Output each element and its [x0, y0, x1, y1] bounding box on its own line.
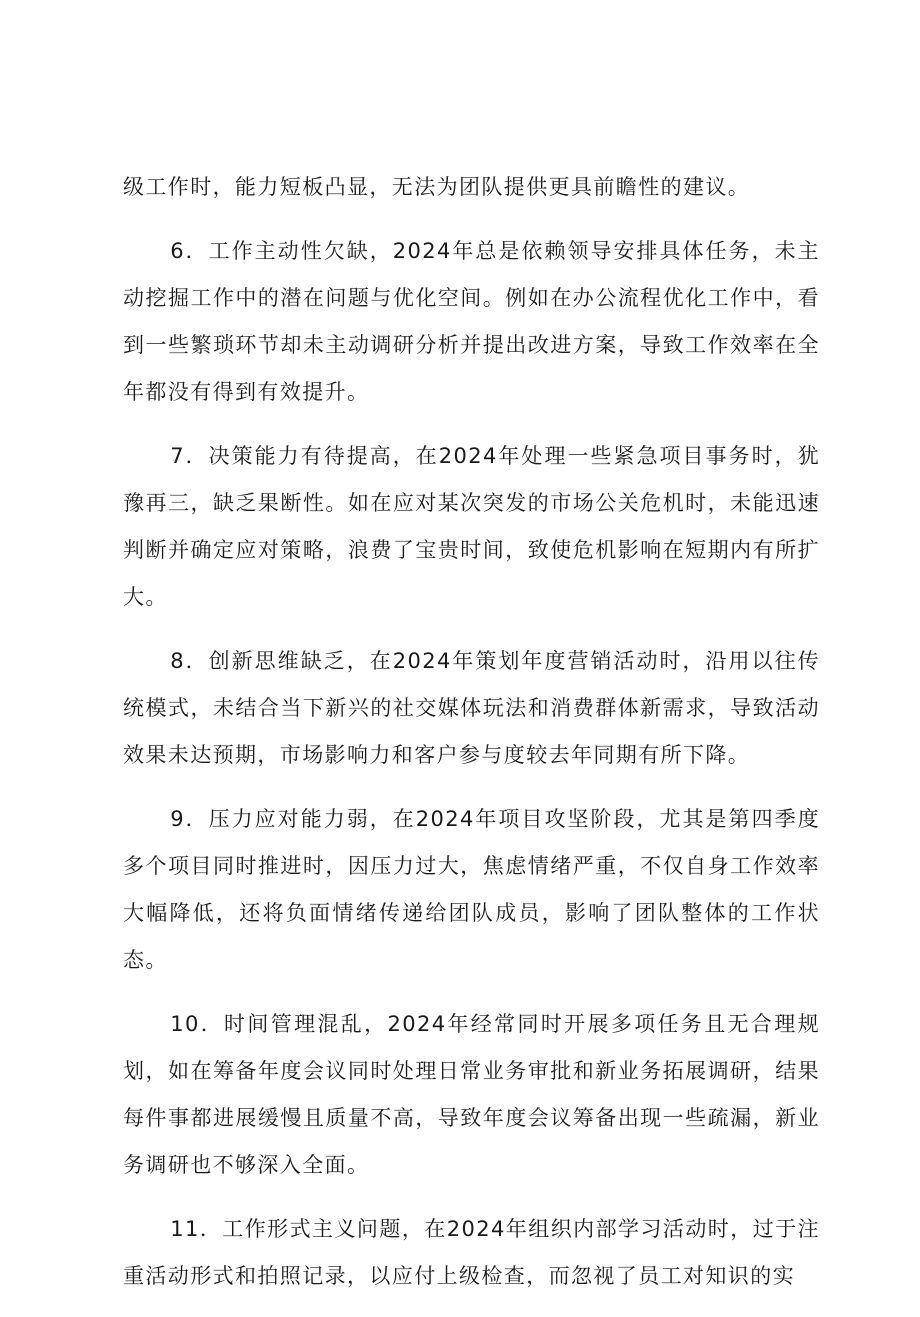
paragraph-item-8: 8．创新思维缺乏，在2024年策划年度营销活动时，沿用以往传统模式，未结合当下新兴的社交媒体玩法和消费群体新需求，导致活动效果未达预期，市场影响力和客户参与度较去年同期有所下降。 [123, 649, 820, 767]
paragraph-item-9: 9．压力应对能力弱，在2024年项目攻坚阶段，尤其是第四季度多个项目同时推进时，因压力过大，焦虑情绪严重，不仅自身工作效率大幅降低，还将负面情绪传递给团队成员，影响了团队整体的工作状态。 [123, 807, 820, 972]
paragraph-item-7: 7．决策能力有待提高，在2024年处理一些紧急项目事务时，犹豫再三，缺乏果断性。如在应对某次突发的市场公关危机时，未能迅速判断并确定应对策略，浪费了宝贵时间，致使危机影响在短期内有所扩大。 [123, 444, 820, 609]
paragraph-item-11: 11．工作形式主义问题，在2024年组织内部学习活动时，过于注重活动形式和拍照记录，以应付上级检查，而忽视了员工对知识的实 [123, 1217, 820, 1288]
document-body [123, 164, 820, 1317]
paragraph-item-6: 6．工作主动性欠缺，2024年总是依赖领导安排具体任务，未主动挖掘工作中的潜在问题与优化空间。例如在办公流程优化工作中，看到一些繁琐环节却未主动调研分析并提出改进方案，导致工作效率在全年都没有得到有效提升。 [123, 239, 820, 404]
paragraph-item-10: 10．时间管理混乱，2024年经常同时开展多项任务且无合理规划，如在筹备年度会议同时处理日常业务审批和新业务拓展调研，结果每件事都进展缓慢且质量不高，导致年度会议筹备出现一些疏漏，新业务调研也不够深入全面。 [123, 1012, 820, 1177]
paragraph-continued: 级工作时，能力短板凸显，无法为团队提供更具前瞻性的建议。 [123, 175, 751, 199]
